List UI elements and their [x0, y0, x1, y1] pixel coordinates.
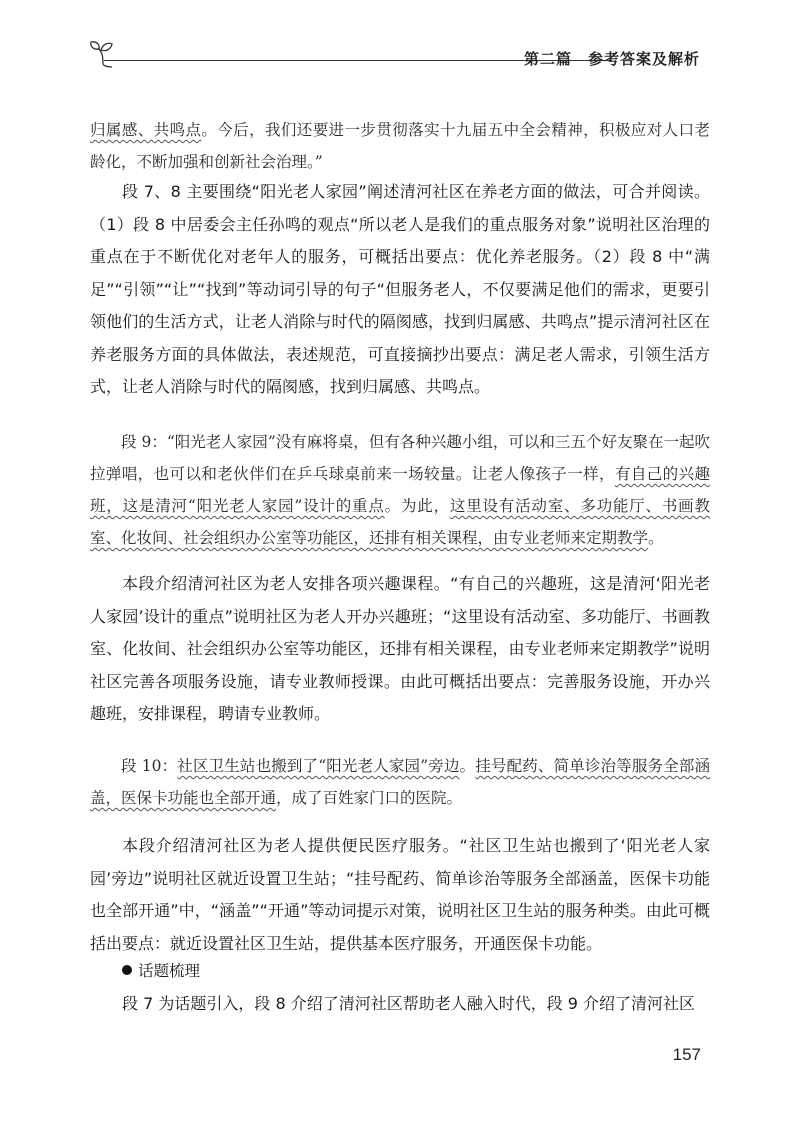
analysis-paragraph-10 [90, 830, 710, 960]
paragraph-text: 。今后，我们还要进一步贯彻落实十九届五中全会精神，积极应对人口老龄化，不断加强和创新社会治理。” [90, 121, 710, 171]
page-header [88, 38, 700, 74]
bullet-icon [122, 965, 132, 975]
paragraph-text: ，成了百姓家门口的医院。 [276, 789, 463, 807]
underlined-text: 有自己的兴趣班，这是清河“阳光老人家园”设计的重点 [90, 465, 710, 515]
underlined-text: 挂号配药、简单诊治等服务全部涵盖，医保卡功能也全部开通 [90, 757, 710, 807]
paragraph-text: 。 [648, 529, 664, 547]
paragraph-text: 。为此， [384, 497, 450, 515]
analysis-paragraph-7-8 [90, 176, 710, 404]
analysis-text: 本段介绍清河社区为老人提供便民医疗服务。“社区卫生站也搬到了‘阳光老人家园’旁边”说明社区就近设置卫生站；“挂号配药、简单诊治等服务全部涵盖，医保卡功能也全部开通”中，“涵盖”“开通”等动词提示对策，说明社区卫生站的服务种类。由此可概括出要点：就近设置社区卫生站，提供基本医疗服务，开通医保卡功能。 [90, 836, 710, 953]
source-paragraph-10 [90, 750, 710, 814]
analysis-text: 段 7 为话题引入，段 8 介绍了清河社区帮助老人融入时代，段 9 介绍了清河社区 [122, 994, 696, 1013]
topic-heading [90, 956, 710, 986]
underlined-text: 归属感、共鸣点 [90, 121, 202, 139]
sprout-icon [88, 38, 124, 68]
underlined-text: 社区卫生站也搬到了“阳光老人家园”旁边 [177, 757, 460, 775]
header-title: 第二篇 参考答案及解析 [523, 50, 700, 68]
paragraph-text: 。 [459, 757, 476, 775]
analysis-text: 本段介绍清河社区为老人安排各项兴趣课程。“有自己的兴趣班，这是清河‘阳光老人家园’设计的重点”说明社区为老人开办兴趣班；“这里设有活动室、多功能厅、书画教室、化妆间、社会组织办公室等功能区，还排有相关课程，由专业老师来定期教学”说明社区完善各项服务设施，请专业教师授课。由此可概括出要点：完善服务设施，开办兴趣班，安排课程，聘请专业教师。 [90, 574, 710, 723]
paragraph-text: 段 10： [121, 757, 178, 775]
paragraph-continuation [90, 114, 710, 178]
source-paragraph-9 [90, 426, 710, 554]
analysis-text: 段 7、8 主要围绕“阳光老人家园”阐述清河社区在养老方面的做法，可合并阅读。（1）段 8 中居委会主任孙鸣的观点“所以老人是我们的重点服务对象”说明社区治理的重点在于不断优化对老年人的服务，可概括出要点：优化养老服务。（2）段 8 中“满足”“引领”“让”“找到”等动词引导的句子“但服务老人，不仅要满足他们的需求，更要引领他们的生活方式，让老人消除与时代的隔阂感，找到归属感、共鸣点”提示清河社区在养老服务方面的具体做法，表述规范，可直接摘抄出要点：满足老人需求，引领生活方式，让老人消除与时代的隔阂感，找到归属感、共鸣点。 [90, 182, 710, 396]
analysis-paragraph-9 [90, 568, 710, 731]
paragraph-text: 段 9：“阳光老人家园”没有麻将桌，但有各种兴趣小组，可以和三五个好友聚在一起吹拉弹唱，也可以和老伙伴们在乒乓球桌前来一场较量。让老人像孩子一样， [90, 433, 710, 483]
underlined-text: 这里设有活动室、多功能厅、书画教室、化妆间、社会组织办公室等功能区，还排有相关课程，由专业老师来定期教学 [90, 497, 710, 547]
page-number: 157 [672, 1045, 701, 1064]
topic-label: 话题梳理 [138, 962, 201, 980]
topic-paragraph [90, 988, 710, 1021]
